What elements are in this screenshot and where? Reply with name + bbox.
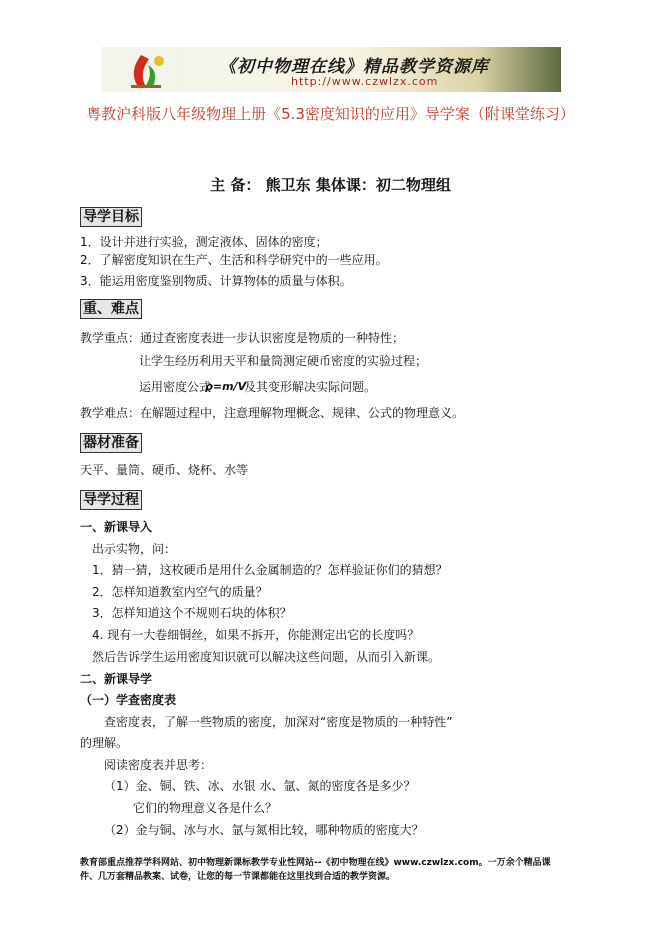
section-heading-goals: 导学目标	[80, 207, 142, 227]
footer-line: 教育部重点推荐学科网站、初中物理新课标教学专业性网站--《初中物理在线》www.czwlzx.com。一万余个精品课	[80, 858, 551, 868]
density-formula: ρ=m/V	[205, 380, 247, 393]
section-heading-keypoints: 重、难点	[80, 299, 142, 319]
author-line: 主 备： 熊卫东 集体课：初二物理组	[210, 176, 451, 194]
process-line: 查密度表，了解一些物质的密度，加深对“密度是物质的一种特性”	[104, 715, 453, 729]
goal-item: 2．了解密度知识在生产、生活和科学研究中的一些应用。	[80, 253, 388, 267]
section-heading-process: 导学过程	[80, 490, 142, 510]
goal-item: 3．能运用密度鉴别物质、计算物体的质量与体积。	[80, 274, 352, 288]
subsection-heading: （一）学查密度表	[80, 693, 177, 707]
question-item: 2．怎样知道教室内空气的质量？	[92, 585, 268, 599]
key-point-line: 让学生经历利用天平和量筒测定硬币密度的实验过程；	[139, 354, 428, 368]
footer-line: 件、几万套精品教案、试卷，让您的每一节课都能在这里找到合适的教学资源。	[80, 872, 396, 882]
document-title: 粤教沪科版八年级物理上册《5.3密度知识的应用》导学案（附课堂练习）	[86, 105, 575, 123]
question-item: （1）金、铜、铁、冰、水银 水、氩、氮的密度各是多少？	[104, 779, 416, 793]
key-point-line: 教学重点：通过查密度表进一步认识密度是物质的一种特性；	[80, 331, 405, 345]
logo-icon	[101, 47, 181, 92]
difficulty-line: 教学难点：在解题过程中，注意理解物理概念、规律、公式的物理意义。	[80, 406, 465, 420]
equipment-list: 天平、量筒、硬币、烧杯、水等	[80, 463, 249, 477]
banner-title: 《初中物理在线》精品教学资源库	[219, 57, 489, 77]
question-item: 4. 现有一大卷细铜丝，如果不拆开，你能测定出它的长度吗？	[92, 628, 420, 642]
banner-url[interactable]: http://www.czwlzx.com	[291, 75, 439, 88]
question-item: 3．怎样知道这个不规则石块的体积？	[92, 606, 292, 620]
goal-item: 1．设计并进行实验，测定液体、固体的密度；	[80, 235, 328, 249]
process-line: 它们的物理意义各是什么？	[133, 801, 278, 815]
process-line: 然后告诉学生运用密度知识就可以解决这些问题，从而引入新课。	[92, 650, 441, 664]
process-line: 阅读密度表并思考：	[104, 758, 213, 772]
section-heading-equipment: 器材准备	[80, 433, 142, 453]
question-item: 1．猜一猜，这枚硬币是用什么金属制造的？怎样验证你们的猜想？	[92, 563, 448, 577]
subsection-heading: 二、新课导学	[80, 672, 153, 686]
key-point-line: 及其变形解决实际问题。	[244, 380, 377, 394]
header-banner	[101, 47, 561, 92]
process-line: 出示实物，问：	[92, 542, 177, 556]
page-footer	[80, 856, 551, 884]
question-item: （2）金与铜、冰与水、氩与氮相比较，哪种物质的密度大？	[104, 823, 424, 837]
process-line: 的理解。	[80, 736, 129, 750]
subsection-heading: 一、新课导入	[80, 520, 153, 534]
key-point-line: 运用密度公式	[139, 380, 212, 394]
site-logo	[101, 47, 181, 92]
